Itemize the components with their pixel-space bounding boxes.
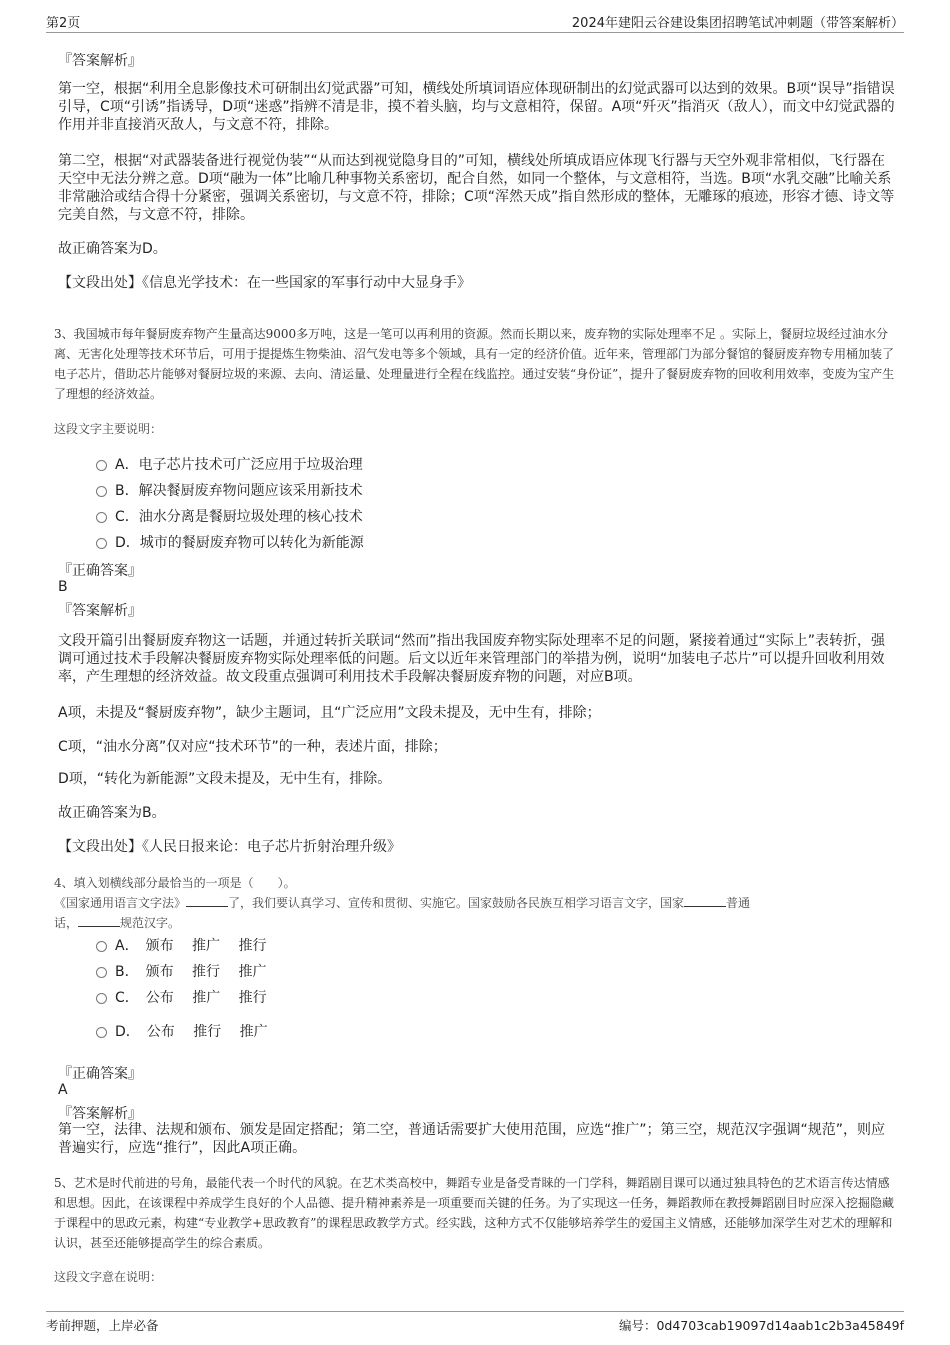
q3-prompt: 这段文字主要说明：: [54, 422, 163, 436]
blank-2: [684, 894, 726, 907]
q3-correct-label: 『正确答案』: [58, 563, 142, 579]
q4-option-c[interactable]: C． 公布 推广 推行: [96, 987, 267, 1007]
q4-option-d[interactable]: D． 公布 推行 推广: [96, 1021, 268, 1041]
q3-option-d[interactable]: D．城市的餐厨废弃物可以转化为新能源: [96, 532, 364, 552]
q4-option-b[interactable]: B． 颁布 推行 推广: [96, 961, 267, 981]
footer-divider: [46, 1311, 904, 1312]
radio-icon[interactable]: [96, 486, 107, 497]
q3-answer-line: 故正确答案为B。: [58, 805, 166, 821]
q5-text: 5、艺术是时代前进的号角，最能代表一个时代的风貌。在艺术类高校中，舞蹈专业是备受青睐的一门学科，舞蹈剧目课可以通过独具特色的艺术语言传达情感和思想。因此，在该课程中养成学生良好的个人品德、提升精神素养是一项重要而关键的任务。为了实现这一任务，舞蹈教师在教授舞蹈剧目时应深入挖掘隐藏于课程中的思政元素，构建“专业教学+思政教育”的课程思政教学方式。经实践，这种方式不仅能够培养学生的爱国主义情感，还能够加深学生对艺术的理解和认识，甚至还能够提高学生的综合素质。: [54, 1176, 895, 1250]
q4-question: 4、填入划横线部分最恰当的一项是（ ）。: [54, 876, 296, 890]
q3-analysis-p3: C项，“油水分离”仅对应“技术环节”的一种，表述片面，排除；: [58, 739, 447, 755]
q3-correct-answer: B: [58, 579, 68, 595]
q4-correct-label: 『正确答案』: [58, 1066, 142, 1082]
q3-option-b[interactable]: B．解决餐厨废弃物问题应该采用新技术: [96, 480, 363, 500]
q3-option-c[interactable]: C．油水分离是餐厨垃圾处理的核心技术: [96, 506, 363, 526]
q4-sentence: 《国家通用语言文字法》 了，我们要认真学习、宣传和贯彻、实施它。国家鼓励各民族互相学习语言文字，国家 普通 话， 规范汉字。: [54, 896, 751, 930]
radio-icon[interactable]: [96, 993, 107, 1004]
q3-text: 3、我国城市每年餐厨废弃物产生量高达9000多万吨，这是一笔可以再利用的资源。然而长期以来，废弃物的实际处理率不足 。实际上，餐厨垃圾经过油水分离、无害化处理等技术环节后，可用于提提炼生物柴油、沼气发电等多个领域，具有一定的经济价值。近年来，管理部门为部分餐馆的餐厨废弃物专用桶加装了电子芯片，借助芯片能够对餐厨垃圾的来源、去向、清运量、处理量进行全程在线监控。通过安装“身份证”，提升了餐厨废弃物的回收利用效率，变废为宝产生了理想的经济效益。: [54, 327, 895, 401]
page-number: 第2页: [46, 16, 81, 31]
q4-correct-answer: A: [58, 1082, 68, 1098]
radio-icon[interactable]: [96, 967, 107, 978]
radio-icon[interactable]: [96, 512, 107, 523]
q4-option-a[interactable]: A． 颁布 推广 推行: [96, 935, 266, 955]
blank-3: [78, 914, 120, 927]
q3-analysis-p2: A项，未提及“餐厨废弃物”，缺少主题词，且“广泛应用”文段未提及，无中生有，排除；: [58, 705, 601, 721]
q2-analysis-p2: 第二空，根据“对武器装备进行视觉伪装”“从而达到视觉隐身目的”可知，横线处所填成语应体现飞行器与天空外观非常相似，飞行器在天空中无法分辨之意。D项“融为一体”比喻几种事物关系密切，配合自然，如同一个整体，与文意相符，当选。B项“水乳交融”比喻关系非常融洽或结合得十分紧密，强调关系密切，与文意不符，排除；C项“浑然天成”指自然形成的整体，无雕琢的痕迹，形容才德、诗文等完美自然，与文意不符，排除。: [58, 153, 895, 223]
document-title: 2024年建阳云谷建设集团招聘笔试冲刺题（带答案解析）: [571, 16, 904, 31]
q3-source: 【文段出处】《人民日报来论：电子芯片折射治理升级》: [58, 839, 401, 855]
radio-icon[interactable]: [96, 460, 107, 471]
blank-1: [186, 894, 228, 907]
q2-source: 【文段出处】《信息光学技术：在一些国家的军事行动中大显身手》: [58, 275, 471, 291]
q4-analysis-p1: 第一空，法律、法规和颁布、颁发是固定搭配；第二空，普通话需要扩大使用范围，应选“推广”；第三空，规范汉字强调“规范”，则应普遍实行，应选“推行”，因此A项正确。: [58, 1122, 886, 1156]
q2-analysis-label: 『答案解析』: [58, 53, 142, 69]
radio-icon[interactable]: [96, 538, 107, 549]
footer-slogan: 考前押题，上岸必备: [46, 1318, 159, 1333]
q3-analysis-p1: 文段开篇引出餐厨废弃物这一话题，并通过转折关联词“然而”指出我国废弃物实际处理率不足的问题，紧接着通过“实际上”表转折，强调可通过技术手段解决餐厨废弃物实际处理率低的问题。后文以近年来管理部门的举措为例，说明“加装电子芯片”可以提升回收利用效率，产生理想的经济效益。故文段重点强调可利用技术手段解决餐厨废弃物的问题，对应B项。: [58, 633, 886, 685]
radio-icon[interactable]: [96, 941, 107, 952]
q3-analysis-p4: D项，“转化为新能源”文段未提及，无中生有，排除。: [58, 771, 392, 787]
q2-analysis-p1: 第一空，根据“利用全息影像技术可研制出幻觉武器”可知，横线处所填词语应体现研制出的幻觉武器可以达到的效果。B项“误导”指错误引导，C项“引诱”指诱导，D项“迷惑”指辨不清是非，摸不着头脑，均与文意相符，保留。A项“歼灭”指消灭（敌人），而文中幻觉武器的作用并非直接消灭敌人，与文意不符，排除。: [58, 81, 895, 133]
radio-icon[interactable]: [96, 1027, 107, 1038]
q3-analysis-label: 『答案解析』: [58, 603, 142, 619]
q5-prompt: 这段文字意在说明：: [54, 1270, 163, 1284]
q3-option-a[interactable]: A．电子芯片技术可广泛应用于垃圾治理: [96, 454, 363, 474]
q2-answer-line: 故正确答案为D。: [58, 241, 167, 257]
q4-analysis-label: 『答案解析』: [58, 1106, 142, 1122]
header-divider: [46, 32, 904, 33]
document-id: 编号：0d4703cab19097d14aab1c2b3a45849f: [618, 1318, 904, 1333]
